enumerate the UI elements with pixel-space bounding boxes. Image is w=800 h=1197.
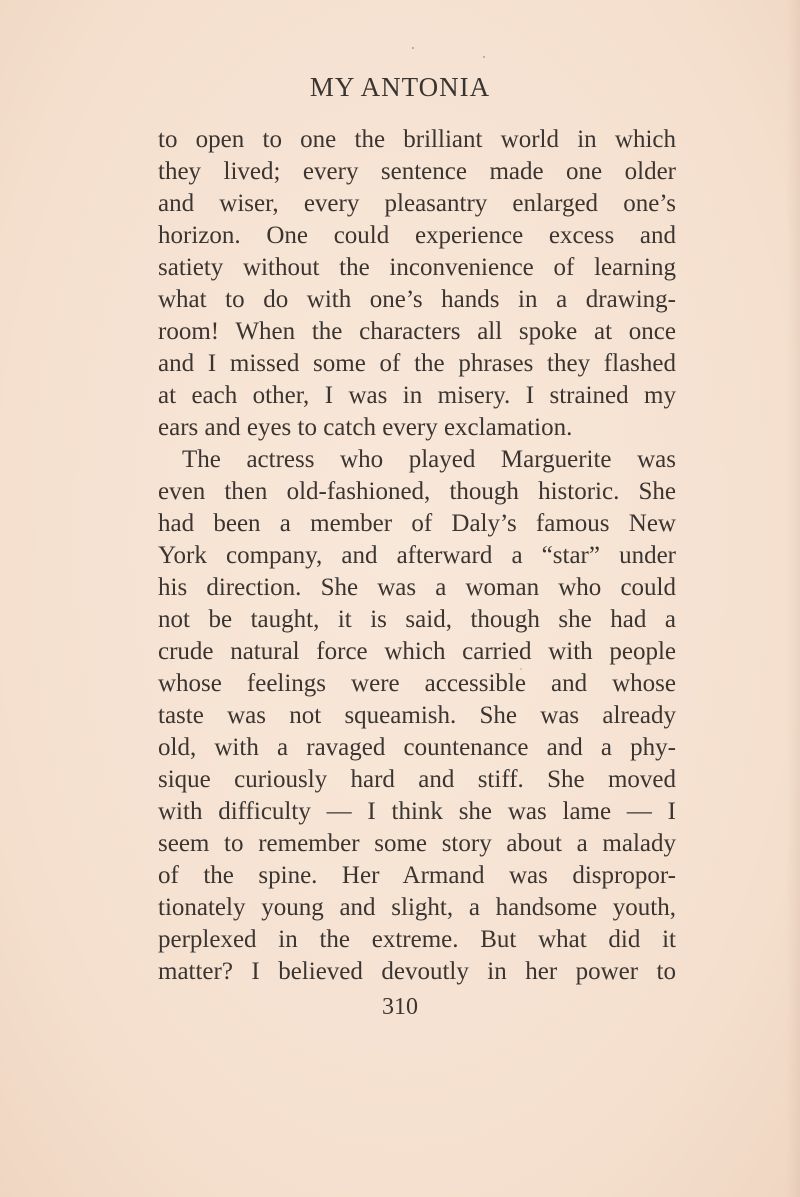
text-line: satiety without the inconvenience of learning — [158, 254, 676, 281]
paper-speck — [520, 668, 522, 670]
text-line: and wiser, every pleasantry enlarged one’s — [158, 190, 676, 217]
text-line: perplexed in the extreme. But what did it — [158, 926, 676, 953]
text-line: they lived; every sentence made one older — [158, 158, 676, 185]
text-line: whose feelings were accessible and whose — [158, 670, 676, 697]
text-line-paragraph-end: ears and eyes to catch every exclamation. — [158, 414, 573, 441]
body-text — [158, 124, 676, 988]
text-line: not be taught, it is said, though she had a — [158, 606, 676, 633]
text-line: seem to remember some story about a malady — [158, 830, 676, 857]
text-line: had been a member of Daly’s famous New — [158, 510, 676, 537]
text-line: to open to one the brilliant world in which — [158, 126, 676, 153]
text-line: sique curiously hard and stiff. She moved — [158, 766, 676, 793]
text-line: taste was not squeamish. She was already — [158, 702, 676, 729]
text-line: with difficulty — I think she was lame — I — [158, 798, 676, 825]
text-line: of the spine. Her Armand was dispropor- — [158, 862, 676, 889]
page-number: 310 — [382, 994, 418, 1020]
paper-speck — [483, 56, 485, 58]
text-line: and I missed some of the phrases they flashed — [158, 350, 676, 377]
text-line: crude natural force which carried with people — [158, 638, 676, 665]
running-title: MY ANTONIA — [309, 72, 491, 102]
text-line: matter? I believed devoutly in her power to — [158, 958, 676, 985]
text-line: even then old-fashioned, though historic. She — [158, 478, 676, 505]
text-line: at each other, I was in misery. I strained my — [158, 382, 676, 409]
text-line: his direction. She was a woman who could — [158, 574, 676, 601]
text-line: old, with a ravaged countenance and a phy- — [158, 734, 676, 761]
text-line: tionately young and slight, a handsome youth, — [158, 894, 676, 921]
paper-speck — [412, 47, 414, 49]
text-line: horizon. One could experience excess and — [158, 222, 676, 249]
text-line-paragraph-start: The actress who played Marguerite was — [182, 446, 676, 473]
text-line: York company, and afterward a “star” under — [158, 542, 676, 569]
text-line: room! When the characters all spoke at once — [158, 318, 676, 345]
text-line: what to do with one’s hands in a drawing- — [158, 286, 676, 313]
